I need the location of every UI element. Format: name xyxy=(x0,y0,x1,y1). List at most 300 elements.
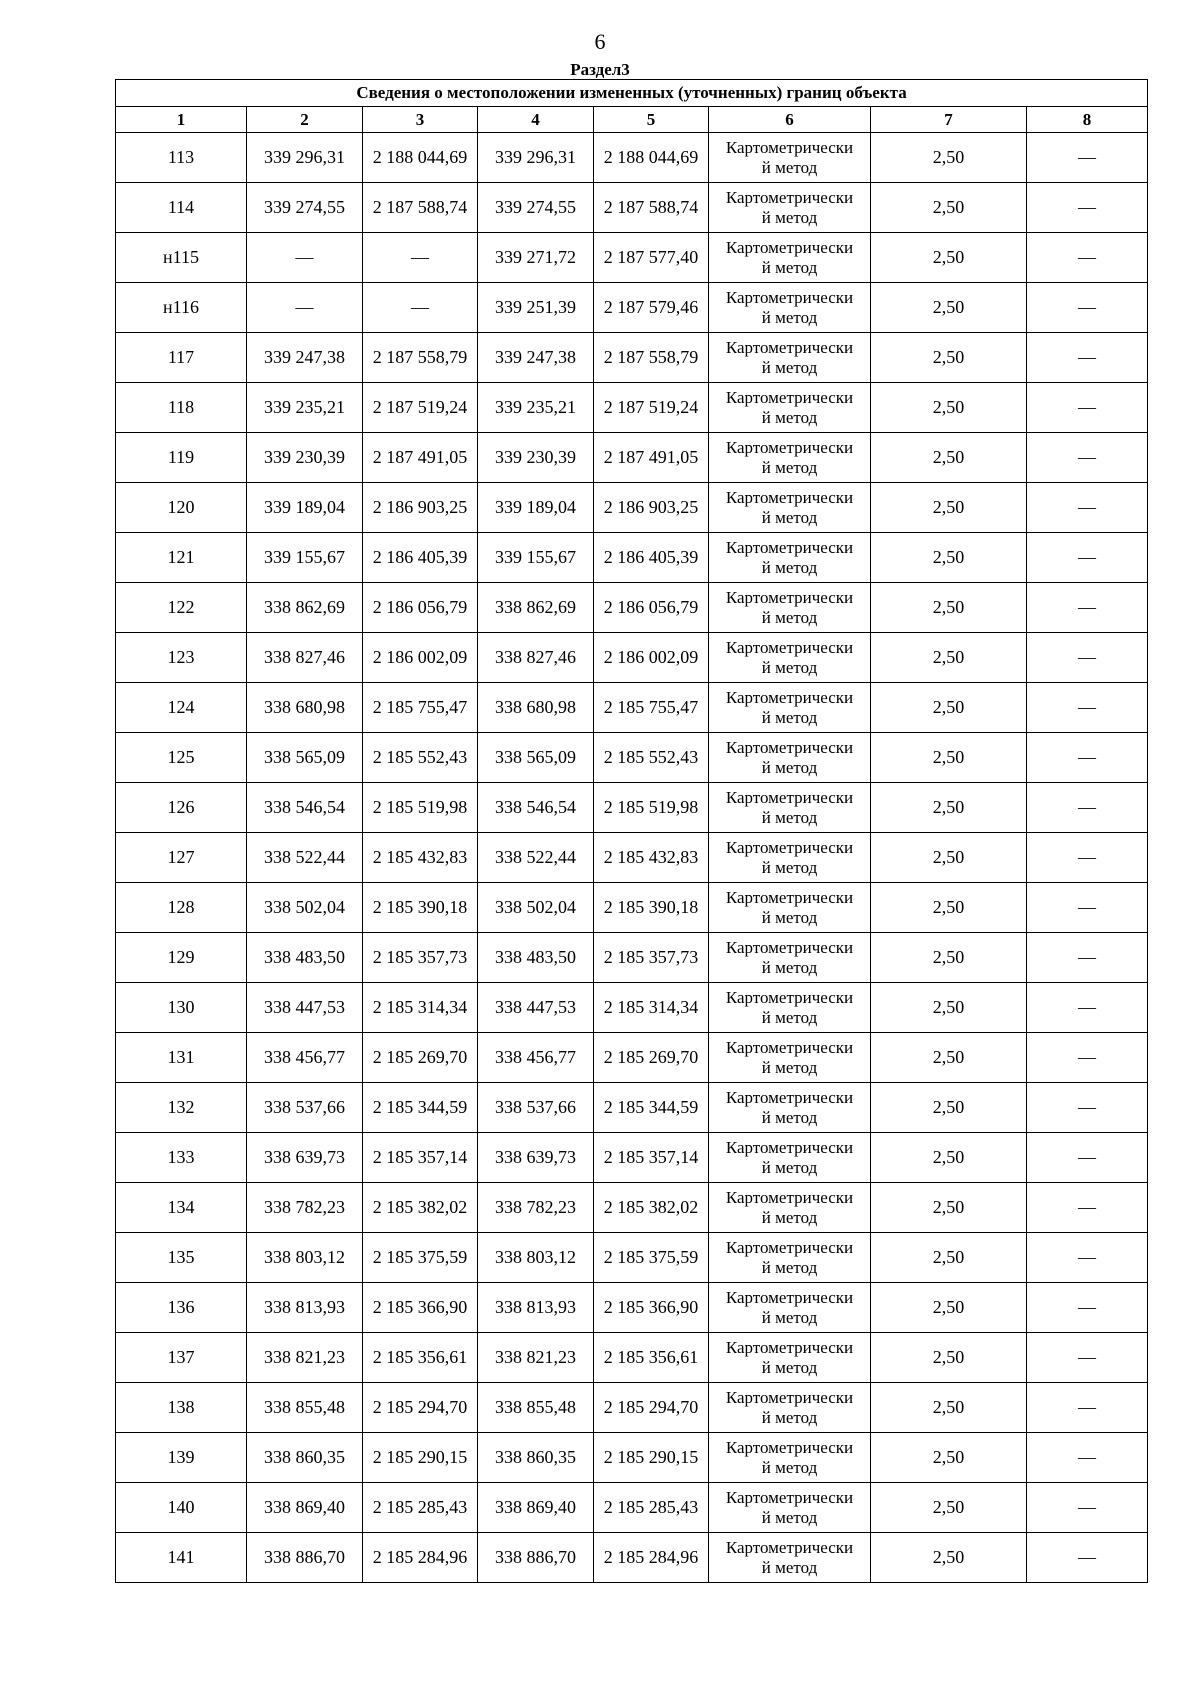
method-text-line2: й метод xyxy=(761,1507,818,1527)
method-cell xyxy=(709,333,871,383)
x-existing-cell: 338 813,93 xyxy=(247,1283,363,1333)
x-existing-cell: 338 886,70 xyxy=(247,1533,363,1583)
description-cell: — xyxy=(1027,533,1148,583)
method-cell xyxy=(709,733,871,783)
y-refined-cell: 2 185 284,96 xyxy=(594,1533,709,1583)
x-existing-cell: 339 155,67 xyxy=(247,533,363,583)
x-refined-cell: 339 271,72 xyxy=(478,233,594,283)
accuracy-cell: 2,50 xyxy=(871,483,1027,533)
point-number-cell: 135 xyxy=(116,1233,247,1283)
y-refined-cell: 2 185 375,59 xyxy=(594,1233,709,1283)
method-text-line2: й метод xyxy=(761,457,818,477)
x-existing-cell: 338 782,23 xyxy=(247,1183,363,1233)
column-number: 2 xyxy=(247,107,363,133)
method-cell xyxy=(709,883,871,933)
x-existing-cell: 338 827,46 xyxy=(247,633,363,683)
method-text-line1: Картометрически xyxy=(725,787,854,807)
method-text-line1: Картометрически xyxy=(725,1337,854,1357)
x-existing-cell: 339 296,31 xyxy=(247,133,363,183)
method-text-line1: Картометрически xyxy=(725,1037,854,1057)
y-refined-cell: 2 185 382,02 xyxy=(594,1183,709,1233)
x-existing-cell: 338 680,98 xyxy=(247,683,363,733)
y-refined-cell: 2 186 405,39 xyxy=(594,533,709,583)
accuracy-cell: 2,50 xyxy=(871,1083,1027,1133)
y-refined-cell: 2 185 294,70 xyxy=(594,1383,709,1433)
y-refined-cell: 2 185 285,43 xyxy=(594,1483,709,1533)
accuracy-cell: 2,50 xyxy=(871,983,1027,1033)
y-refined-cell: 2 185 366,90 xyxy=(594,1283,709,1333)
description-cell: — xyxy=(1027,1533,1148,1583)
table-row xyxy=(116,1083,1148,1133)
method-cell xyxy=(709,533,871,583)
x-existing-cell: 339 274,55 xyxy=(247,183,363,233)
accuracy-cell: 2,50 xyxy=(871,183,1027,233)
point-number-cell: 134 xyxy=(116,1183,247,1233)
table-row xyxy=(116,833,1148,883)
method-text-line1: Картометрически xyxy=(725,987,854,1007)
x-existing-cell: 338 869,40 xyxy=(247,1483,363,1533)
method-cell xyxy=(709,683,871,733)
accuracy-cell: 2,50 xyxy=(871,1033,1027,1083)
point-number-cell: 119 xyxy=(116,433,247,483)
description-cell: — xyxy=(1027,1233,1148,1283)
x-existing-cell: 338 565,09 xyxy=(247,733,363,783)
method-text-line2: й метод xyxy=(761,807,818,827)
method-text-line2: й метод xyxy=(761,957,818,977)
x-refined-cell: 338 502,04 xyxy=(478,883,594,933)
table-row xyxy=(116,783,1148,833)
method-text-line2: й метод xyxy=(761,257,818,277)
method-text-line1: Картометрически xyxy=(725,487,854,507)
description-cell: — xyxy=(1027,1083,1148,1133)
y-existing-cell: 2 185 519,98 xyxy=(363,783,478,833)
description-cell: — xyxy=(1027,1433,1148,1483)
y-existing-cell: 2 185 284,96 xyxy=(363,1533,478,1583)
y-existing-cell: 2 186 002,09 xyxy=(363,633,478,683)
x-refined-cell: 338 546,54 xyxy=(478,783,594,833)
point-number-cell: 128 xyxy=(116,883,247,933)
accuracy-cell: 2,50 xyxy=(871,1183,1027,1233)
x-existing-cell: 338 855,48 xyxy=(247,1383,363,1433)
point-number-cell: 130 xyxy=(116,983,247,1033)
y-existing-cell: 2 185 294,70 xyxy=(363,1383,478,1433)
description-cell: — xyxy=(1027,1333,1148,1383)
point-number-cell: 126 xyxy=(116,783,247,833)
x-existing-cell: 339 235,21 xyxy=(247,383,363,433)
method-text-line1: Картометрически xyxy=(725,287,854,307)
method-text-line2: й метод xyxy=(761,1157,818,1177)
method-text-line2: й метод xyxy=(761,657,818,677)
y-refined-cell: 2 185 552,43 xyxy=(594,733,709,783)
method-text-line1: Картометрически xyxy=(725,1287,854,1307)
x-refined-cell: 338 803,12 xyxy=(478,1233,594,1283)
y-refined-cell: 2 185 314,34 xyxy=(594,983,709,1033)
y-existing-cell: 2 185 344,59 xyxy=(363,1083,478,1133)
y-existing-cell: 2 185 285,43 xyxy=(363,1483,478,1533)
x-refined-cell: 338 855,48 xyxy=(478,1383,594,1433)
y-existing-cell: — xyxy=(363,283,478,333)
y-refined-cell: 2 185 755,47 xyxy=(594,683,709,733)
point-number-cell: 137 xyxy=(116,1333,247,1383)
point-number-cell: 122 xyxy=(116,583,247,633)
point-number-cell: 141 xyxy=(116,1533,247,1583)
y-refined-cell: 2 185 269,70 xyxy=(594,1033,709,1083)
y-existing-cell: 2 185 356,61 xyxy=(363,1333,478,1383)
column-number: 7 xyxy=(871,107,1027,133)
y-refined-cell: 2 185 357,14 xyxy=(594,1133,709,1183)
x-refined-cell: 338 680,98 xyxy=(478,683,594,733)
method-text-line2: й метод xyxy=(761,907,818,927)
method-text-line1: Картометрически xyxy=(725,1237,854,1257)
accuracy-cell: 2,50 xyxy=(871,783,1027,833)
description-cell: — xyxy=(1027,1033,1148,1083)
method-text-line1: Картометрически xyxy=(725,737,854,757)
method-text-line1: Картометрически xyxy=(725,587,854,607)
description-cell: — xyxy=(1027,433,1148,483)
y-refined-cell: 2 187 558,79 xyxy=(594,333,709,383)
accuracy-cell: 2,50 xyxy=(871,1233,1027,1283)
method-text-line2: й метод xyxy=(761,757,818,777)
method-text-line2: й метод xyxy=(761,357,818,377)
method-cell xyxy=(709,433,871,483)
point-number-cell: 140 xyxy=(116,1483,247,1533)
x-refined-cell: 338 522,44 xyxy=(478,833,594,883)
method-text-line2: й метод xyxy=(761,1257,818,1277)
table-row xyxy=(116,1333,1148,1383)
x-refined-cell: 339 274,55 xyxy=(478,183,594,233)
method-text-line1: Картометрически xyxy=(725,137,854,157)
table-row xyxy=(116,433,1148,483)
method-text-line1: Картометрически xyxy=(725,337,854,357)
description-cell: — xyxy=(1027,1283,1148,1333)
description-cell: — xyxy=(1027,483,1148,533)
method-cell xyxy=(709,933,871,983)
method-text-line2: й метод xyxy=(761,1057,818,1077)
accuracy-cell: 2,50 xyxy=(871,533,1027,583)
y-refined-cell: 2 185 290,15 xyxy=(594,1433,709,1483)
y-existing-cell: 2 187 558,79 xyxy=(363,333,478,383)
table-row xyxy=(116,183,1148,233)
x-refined-cell: 339 247,38 xyxy=(478,333,594,383)
method-cell xyxy=(709,1383,871,1433)
table-title: Сведения о местоположении измененных (уточненных) границ объекта xyxy=(116,80,1148,107)
x-existing-cell: — xyxy=(247,283,363,333)
table-row xyxy=(116,633,1148,683)
accuracy-cell: 2,50 xyxy=(871,333,1027,383)
accuracy-cell: 2,50 xyxy=(871,1433,1027,1483)
x-refined-cell: 338 860,35 xyxy=(478,1433,594,1483)
accuracy-cell: 2,50 xyxy=(871,583,1027,633)
x-existing-cell: 338 862,69 xyxy=(247,583,363,633)
y-refined-cell: 2 187 491,05 xyxy=(594,433,709,483)
y-refined-cell: 2 186 056,79 xyxy=(594,583,709,633)
point-number-cell: 133 xyxy=(116,1133,247,1183)
accuracy-cell: 2,50 xyxy=(871,1383,1027,1433)
method-cell xyxy=(709,1083,871,1133)
y-refined-cell: 2 188 044,69 xyxy=(594,133,709,183)
y-existing-cell: 2 185 432,83 xyxy=(363,833,478,883)
table-body xyxy=(116,133,1148,1583)
page-number: 6 xyxy=(594,29,606,54)
column-number: 8 xyxy=(1027,107,1148,133)
y-existing-cell: 2 186 405,39 xyxy=(363,533,478,583)
description-cell: — xyxy=(1027,833,1148,883)
description-cell: — xyxy=(1027,983,1148,1033)
point-number-cell: 113 xyxy=(116,133,247,183)
y-refined-cell: 2 187 577,40 xyxy=(594,233,709,283)
method-text-line2: й метод xyxy=(761,407,818,427)
x-existing-cell: 338 803,12 xyxy=(247,1233,363,1283)
x-refined-cell: 338 447,53 xyxy=(478,983,594,1033)
y-existing-cell: 2 185 357,73 xyxy=(363,933,478,983)
table-row xyxy=(116,383,1148,433)
method-text-line2: й метод xyxy=(761,1107,818,1127)
point-number-cell: 127 xyxy=(116,833,247,883)
table-row xyxy=(116,483,1148,533)
accuracy-cell: 2,50 xyxy=(871,683,1027,733)
table-row xyxy=(116,1233,1148,1283)
y-refined-cell: 2 187 519,24 xyxy=(594,383,709,433)
description-cell: — xyxy=(1027,333,1148,383)
y-refined-cell: 2 185 432,83 xyxy=(594,833,709,883)
y-refined-cell: 2 185 390,18 xyxy=(594,883,709,933)
x-refined-cell: 338 537,66 xyxy=(478,1083,594,1133)
method-text-line2: й метод xyxy=(761,1307,818,1327)
method-text-line2: й метод xyxy=(761,1357,818,1377)
x-refined-cell: 339 155,67 xyxy=(478,533,594,583)
x-refined-cell: 339 230,39 xyxy=(478,433,594,483)
description-cell: — xyxy=(1027,633,1148,683)
method-text-line1: Картометрически xyxy=(725,437,854,457)
point-number-cell: 125 xyxy=(116,733,247,783)
method-text-line1: Картометрически xyxy=(725,687,854,707)
table-row xyxy=(116,933,1148,983)
x-refined-cell: 338 813,93 xyxy=(478,1283,594,1333)
table-row xyxy=(116,583,1148,633)
point-number-cell: н116 xyxy=(116,283,247,333)
x-refined-cell: 338 869,40 xyxy=(478,1483,594,1533)
method-text-line2: й метод xyxy=(761,1407,818,1427)
accuracy-cell: 2,50 xyxy=(871,1483,1027,1533)
point-number-cell: 138 xyxy=(116,1383,247,1433)
x-refined-cell: 339 235,21 xyxy=(478,383,594,433)
x-refined-cell: 338 456,77 xyxy=(478,1033,594,1083)
description-cell: — xyxy=(1027,783,1148,833)
x-existing-cell: 338 639,73 xyxy=(247,1133,363,1183)
accuracy-cell: 2,50 xyxy=(871,283,1027,333)
method-cell xyxy=(709,183,871,233)
table-row xyxy=(116,983,1148,1033)
y-refined-cell: 2 187 579,46 xyxy=(594,283,709,333)
y-existing-cell: 2 185 290,15 xyxy=(363,1433,478,1483)
y-existing-cell: 2 187 491,05 xyxy=(363,433,478,483)
x-refined-cell: 338 827,46 xyxy=(478,633,594,683)
method-text-line1: Картометрически xyxy=(725,1437,854,1457)
y-existing-cell: 2 185 357,14 xyxy=(363,1133,478,1183)
method-text-line1: Картометрически xyxy=(725,237,854,257)
accuracy-cell: 2,50 xyxy=(871,1333,1027,1383)
point-number-cell: 124 xyxy=(116,683,247,733)
description-cell: — xyxy=(1027,383,1148,433)
table-row xyxy=(116,1183,1148,1233)
x-existing-cell: — xyxy=(247,233,363,283)
method-cell xyxy=(709,633,871,683)
y-existing-cell: 2 187 519,24 xyxy=(363,383,478,433)
accuracy-cell: 2,50 xyxy=(871,433,1027,483)
method-cell xyxy=(709,1533,871,1583)
method-cell xyxy=(709,133,871,183)
x-refined-cell: 339 189,04 xyxy=(478,483,594,533)
method-cell xyxy=(709,833,871,883)
method-text-line2: й метод xyxy=(761,1207,818,1227)
description-cell: — xyxy=(1027,1483,1148,1533)
x-refined-cell: 339 251,39 xyxy=(478,283,594,333)
x-existing-cell: 338 537,66 xyxy=(247,1083,363,1133)
table-row xyxy=(116,1383,1148,1433)
accuracy-cell: 2,50 xyxy=(871,733,1027,783)
point-number-cell: 139 xyxy=(116,1433,247,1483)
point-number-cell: 123 xyxy=(116,633,247,683)
point-number-cell: 129 xyxy=(116,933,247,983)
accuracy-cell: 2,50 xyxy=(871,233,1027,283)
method-text-line2: й метод xyxy=(761,707,818,727)
method-text-line1: Картометрически xyxy=(725,837,854,857)
column-number: 1 xyxy=(116,107,247,133)
accuracy-cell: 2,50 xyxy=(871,933,1027,983)
method-text-line2: й метод xyxy=(761,157,818,177)
y-existing-cell: 2 187 588,74 xyxy=(363,183,478,233)
point-number-cell: 131 xyxy=(116,1033,247,1083)
method-text-line2: й метод xyxy=(761,507,818,527)
table-row xyxy=(116,533,1148,583)
description-cell: — xyxy=(1027,1133,1148,1183)
method-text-line1: Картометрически xyxy=(725,1087,854,1107)
x-existing-cell: 339 247,38 xyxy=(247,333,363,383)
boundary-coordinates-table xyxy=(115,79,1148,1583)
x-existing-cell: 338 502,04 xyxy=(247,883,363,933)
description-cell: — xyxy=(1027,233,1148,283)
x-refined-cell: 338 483,50 xyxy=(478,933,594,983)
y-existing-cell: 2 185 382,02 xyxy=(363,1183,478,1233)
method-cell xyxy=(709,1183,871,1233)
y-existing-cell: 2 185 755,47 xyxy=(363,683,478,733)
column-number: 3 xyxy=(363,107,478,133)
point-number-cell: 118 xyxy=(116,383,247,433)
accuracy-cell: 2,50 xyxy=(871,1283,1027,1333)
method-text-line1: Картометрически xyxy=(725,937,854,957)
y-refined-cell: 2 186 903,25 xyxy=(594,483,709,533)
method-text-line1: Картометрически xyxy=(725,887,854,907)
accuracy-cell: 2,50 xyxy=(871,883,1027,933)
x-existing-cell: 338 447,53 xyxy=(247,983,363,1033)
y-existing-cell: 2 188 044,69 xyxy=(363,133,478,183)
accuracy-cell: 2,50 xyxy=(871,383,1027,433)
accuracy-cell: 2,50 xyxy=(871,833,1027,883)
column-number: 4 xyxy=(478,107,594,133)
point-number-cell: н115 xyxy=(116,233,247,283)
method-cell xyxy=(709,1133,871,1183)
y-existing-cell: 2 185 375,59 xyxy=(363,1233,478,1283)
method-cell xyxy=(709,1233,871,1283)
point-number-cell: 120 xyxy=(116,483,247,533)
column-number: 6 xyxy=(709,107,871,133)
table-row xyxy=(116,1533,1148,1583)
column-number: 5 xyxy=(594,107,709,133)
table-row xyxy=(116,233,1148,283)
y-existing-cell: 2 185 552,43 xyxy=(363,733,478,783)
method-cell xyxy=(709,383,871,433)
point-number-cell: 136 xyxy=(116,1283,247,1333)
method-text-line2: й метод xyxy=(761,307,818,327)
method-text-line1: Картометрически xyxy=(725,187,854,207)
method-text-line2: й метод xyxy=(761,1457,818,1477)
y-refined-cell: 2 186 002,09 xyxy=(594,633,709,683)
method-text-line2: й метод xyxy=(761,1557,818,1577)
accuracy-cell: 2,50 xyxy=(871,1533,1027,1583)
column-number-row xyxy=(116,107,1148,133)
y-refined-cell: 2 185 519,98 xyxy=(594,783,709,833)
x-refined-cell: 338 862,69 xyxy=(478,583,594,633)
method-cell xyxy=(709,283,871,333)
x-existing-cell: 338 522,44 xyxy=(247,833,363,883)
x-refined-cell: 339 296,31 xyxy=(478,133,594,183)
y-existing-cell: — xyxy=(363,233,478,283)
method-cell xyxy=(709,483,871,533)
method-text-line2: й метод xyxy=(761,207,818,227)
section-title: Раздел3 xyxy=(570,60,630,79)
table-row xyxy=(116,1283,1148,1333)
y-refined-cell: 2 187 588,74 xyxy=(594,183,709,233)
method-cell xyxy=(709,983,871,1033)
table-row xyxy=(116,1433,1148,1483)
method-cell xyxy=(709,1333,871,1383)
y-existing-cell: 2 186 056,79 xyxy=(363,583,478,633)
point-number-cell: 114 xyxy=(116,183,247,233)
method-text-line2: й метод xyxy=(761,607,818,627)
y-existing-cell: 2 185 390,18 xyxy=(363,883,478,933)
method-cell xyxy=(709,1283,871,1333)
x-existing-cell: 338 483,50 xyxy=(247,933,363,983)
description-cell: — xyxy=(1027,1183,1148,1233)
x-existing-cell: 338 456,77 xyxy=(247,1033,363,1083)
point-number-cell: 117 xyxy=(116,333,247,383)
accuracy-cell: 2,50 xyxy=(871,133,1027,183)
description-cell: — xyxy=(1027,283,1148,333)
method-cell xyxy=(709,1033,871,1083)
y-existing-cell: 2 185 314,34 xyxy=(363,983,478,1033)
x-existing-cell: 338 860,35 xyxy=(247,1433,363,1483)
table-row xyxy=(116,1033,1148,1083)
method-text-line1: Картометрически xyxy=(725,387,854,407)
y-existing-cell: 2 185 366,90 xyxy=(363,1283,478,1333)
method-text-line1: Картометрически xyxy=(725,637,854,657)
y-refined-cell: 2 185 357,73 xyxy=(594,933,709,983)
table-row xyxy=(116,1133,1148,1183)
x-refined-cell: 338 821,23 xyxy=(478,1333,594,1383)
x-refined-cell: 338 639,73 xyxy=(478,1133,594,1183)
table-row xyxy=(116,133,1148,183)
method-cell xyxy=(709,233,871,283)
method-text-line1: Картометрически xyxy=(725,1137,854,1157)
description-cell: — xyxy=(1027,733,1148,783)
x-refined-cell: 338 565,09 xyxy=(478,733,594,783)
table-row xyxy=(116,333,1148,383)
method-cell xyxy=(709,1433,871,1483)
description-cell: — xyxy=(1027,883,1148,933)
x-existing-cell: 338 546,54 xyxy=(247,783,363,833)
method-text-line1: Картометрически xyxy=(725,1187,854,1207)
method-text-line2: й метод xyxy=(761,557,818,577)
